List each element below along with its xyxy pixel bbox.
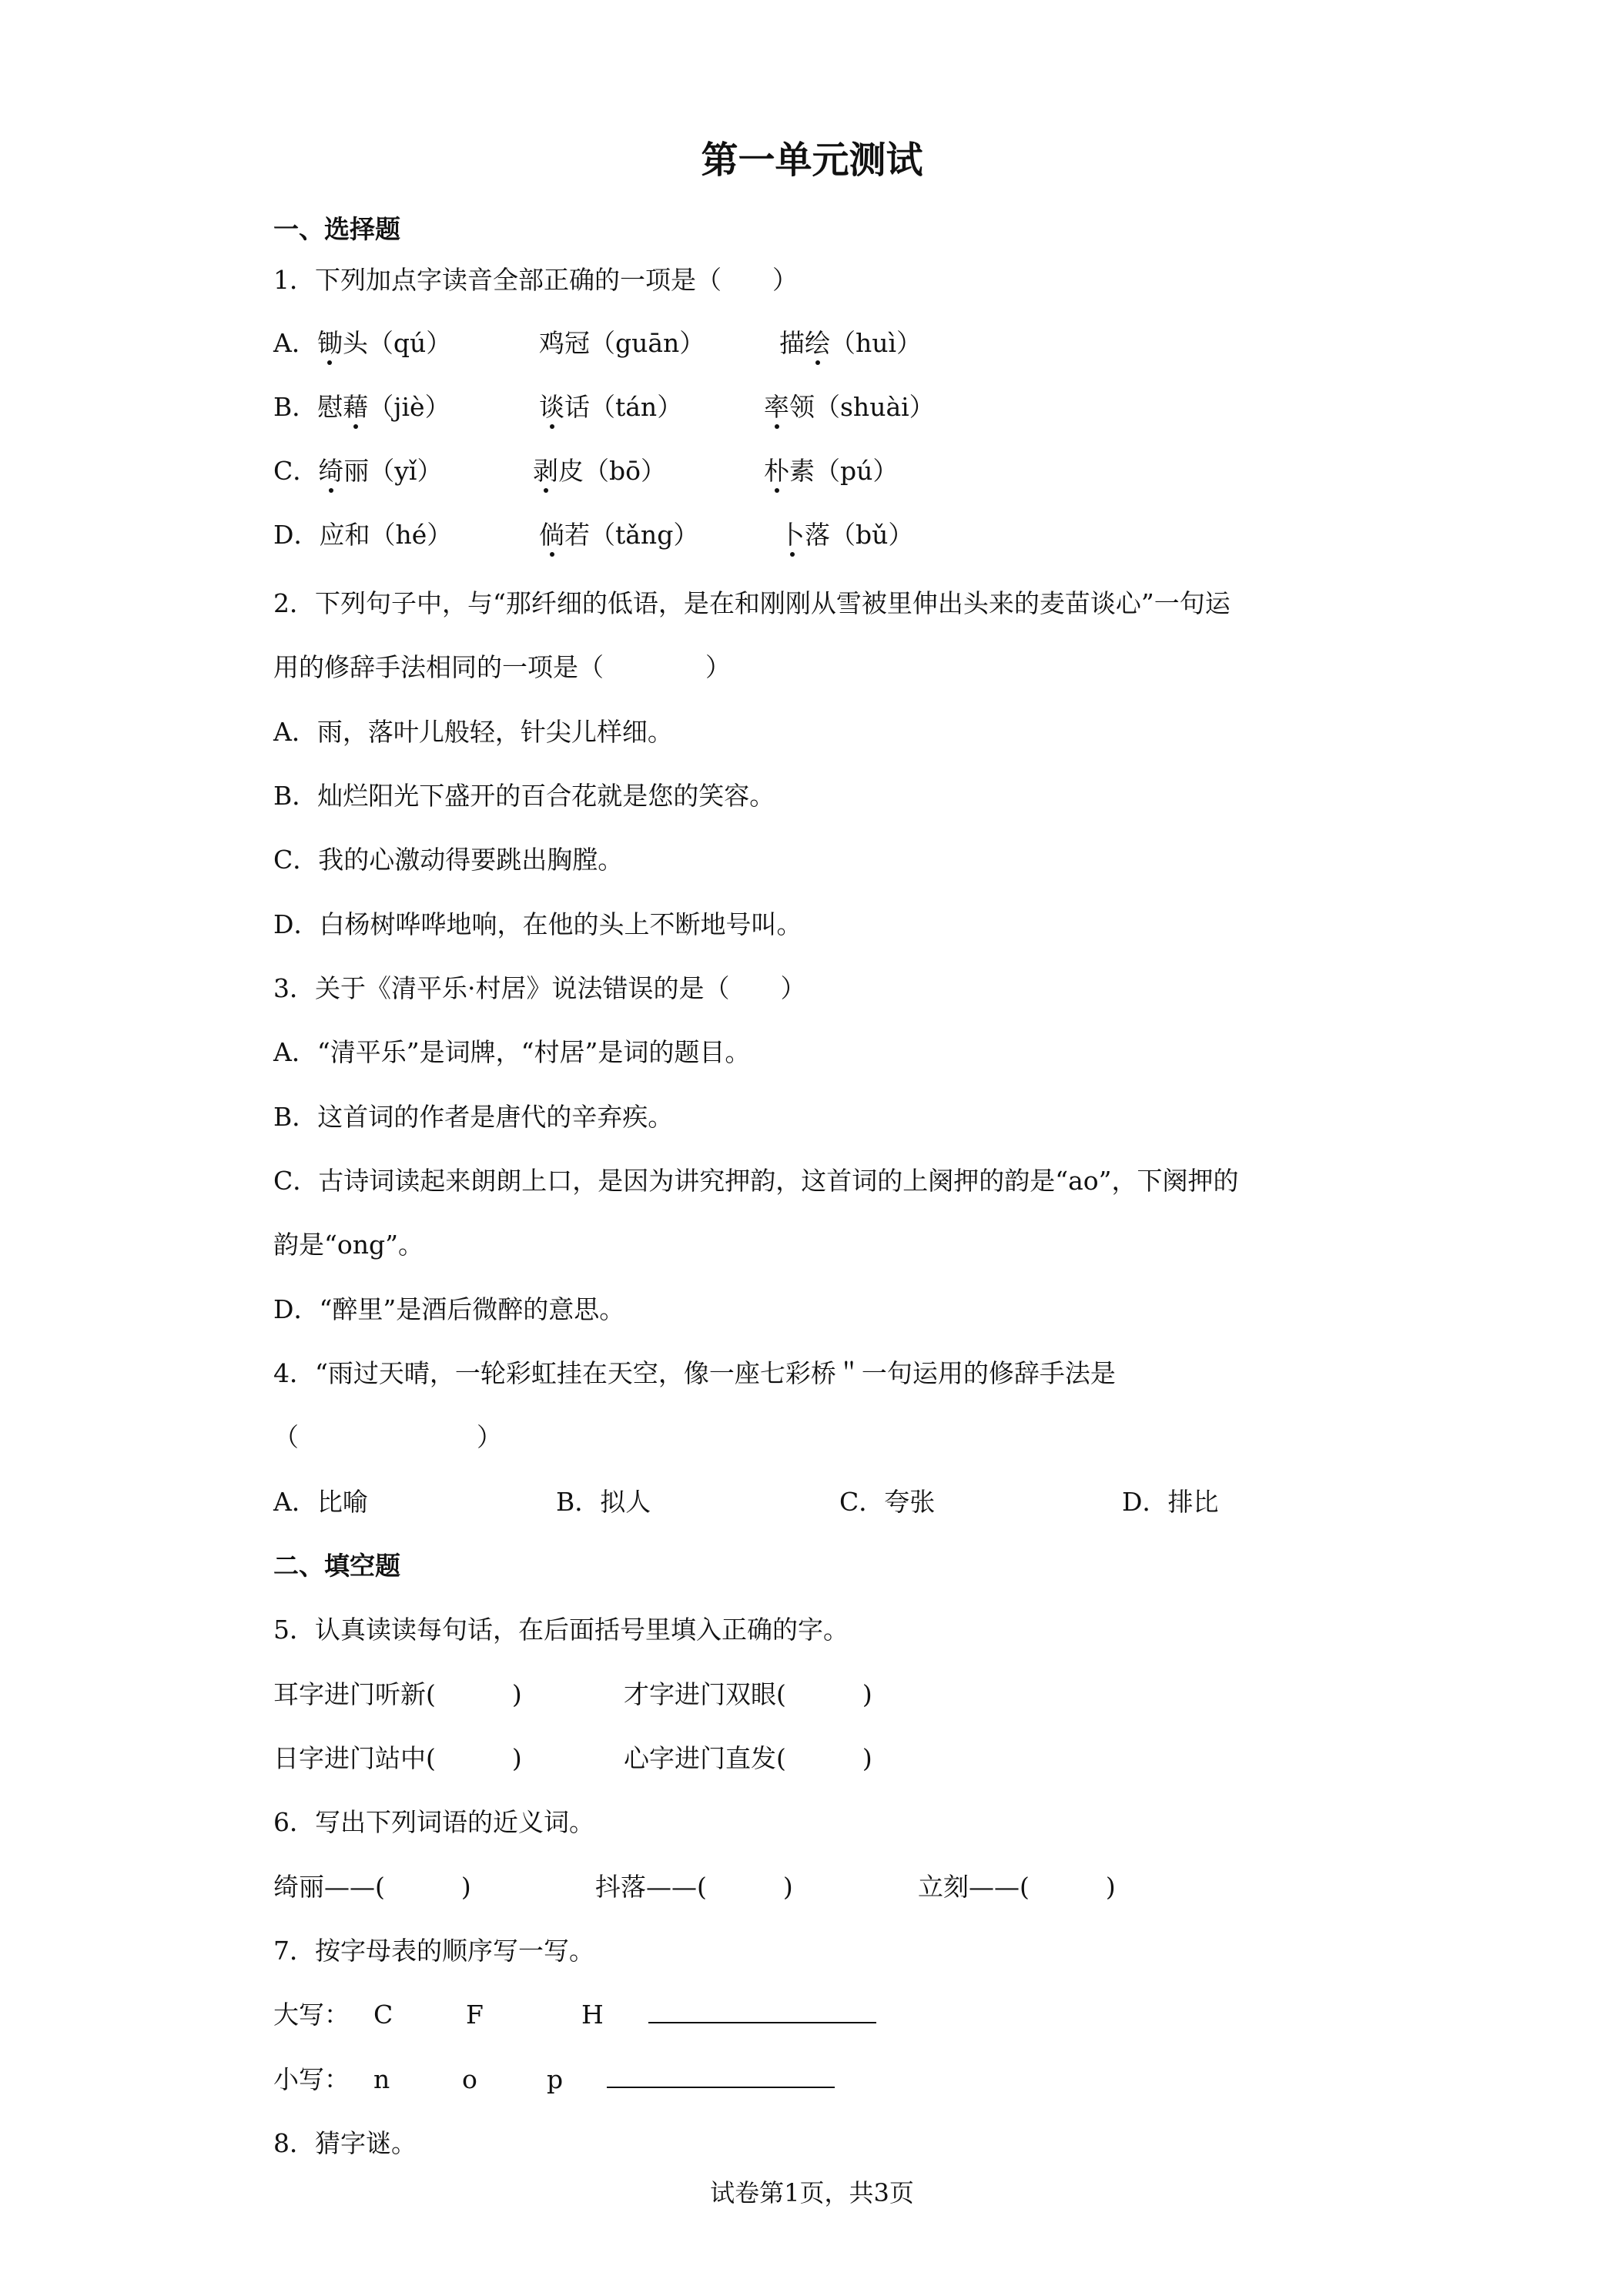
riddle-item: 才字进门双眼( ) — [624, 1679, 872, 1709]
letter: H — [581, 2000, 604, 2030]
question-4-stem: 4．“雨过天晴，一轮彩虹挂在天空，像一座七彩桥＂一句运用的修辞手法是 — [273, 1358, 1116, 1388]
question-3-option-c-line-1: C．古诗词读起来朗朗上口，是因为讲究押韵，这首词的上阕押的韵是“ao”，下阕押的 — [273, 1166, 1239, 1196]
question-7-uppercase-row — [273, 1998, 1428, 2032]
answer-blank[interactable] — [607, 2063, 835, 2097]
question-1-option-a: A．锄头（qú） 鸡冠（guān） 描绘（huì） — [273, 326, 1428, 360]
question-2-stem-line-2: 用的修辞手法相同的一项是（ ） — [273, 652, 731, 682]
emphasis-dot-char: 锄 — [317, 326, 343, 360]
question-6-items — [273, 1870, 1428, 1904]
question-3-option-a: A．“清平乐”是词牌，“村居”是词的题目。 — [273, 1037, 751, 1067]
page-title: 第一单元测试 — [701, 139, 923, 182]
emphasis-dot-char: 朴 — [764, 454, 789, 488]
question-3-option-b: B．这首词的作者是唐代的辛弃疾。 — [273, 1102, 674, 1132]
uppercase-label: 大写： — [273, 2000, 350, 2030]
emphasis-dot-char: 藉 — [343, 390, 368, 424]
question-6-stem: 6．写出下列词语的近义词。 — [273, 1807, 594, 1837]
question-4-option-c: C．夸张 — [839, 1487, 936, 1517]
section-heading-fill: 二、填空题 — [273, 1551, 400, 1581]
question-4-option-a: A．比喻 — [273, 1487, 368, 1517]
synonym-item: 绮丽——( ) — [273, 1872, 471, 1902]
question-1-option-d: D．应和（hé） 倘若（tǎng） 卜落（bǔ） — [273, 518, 1428, 552]
question-2-stem-line-1: 2．下列句子中，与“那纤细的低语，是在和刚刚从雪被里伸出头来的麦苗谈心”一句运 — [273, 588, 1231, 618]
question-2-option-d: D．白杨树哗哗地响，在他的头上不断地号叫。 — [273, 909, 802, 939]
question-4-option-b: B．拟人 — [556, 1487, 651, 1517]
question-1-stem: 1．下列加点字读音全部正确的一项是（ ） — [273, 265, 798, 295]
question-3-option-d: D．“醉里”是酒后微醉的意思。 — [273, 1294, 625, 1324]
question-8-stem: 8．猜字谜。 — [273, 2128, 417, 2158]
letter: C — [373, 2000, 393, 2030]
question-7-stem: 7．按字母表的顺序写一写。 — [273, 1936, 594, 1966]
letter: p — [547, 2064, 564, 2094]
section-heading-choice: 一、选择题 — [273, 214, 400, 244]
question-4-answer-paren: （ ） — [273, 1422, 502, 1452]
page-footer: 试卷第1页，共3页 — [710, 2178, 914, 2207]
letter: n — [373, 2064, 390, 2094]
question-2-option-a: A．雨，落叶儿般轻，针尖儿样细。 — [273, 717, 673, 747]
question-1-option-b: B．慰藉（jiè） 谈话（tán） 率领（shuài） — [273, 390, 1428, 424]
letter: o — [462, 2064, 477, 2094]
question-1-option-c: C．绮丽（yǐ） 剥皮（bō） 朴素（pú） — [273, 454, 1428, 488]
lowercase-label: 小写： — [273, 2064, 350, 2094]
emphasis-dot-char: 剥 — [533, 454, 558, 488]
emphasis-dot-char: 倘 — [539, 518, 564, 552]
question-2-option-c: C．我的心激动得要跳出胸膛。 — [273, 845, 624, 875]
question-3-option-c-line-2: 韵是“ong”。 — [273, 1230, 424, 1260]
question-5-row-1 — [273, 1678, 1428, 1712]
emphasis-dot-char: 卜 — [779, 518, 805, 552]
question-2-option-b: B．灿烂阳光下盛开的百合花就是您的笑容。 — [273, 781, 775, 811]
emphasis-dot-char: 谈 — [539, 390, 564, 424]
question-5-row-2 — [273, 1742, 1428, 1776]
question-5-stem: 5．认真读读每句话，在后面括号里填入正确的字。 — [273, 1615, 849, 1645]
synonym-item: 抖落——( ) — [595, 1872, 793, 1902]
emphasis-dot-char: 绘 — [805, 326, 830, 360]
synonym-item: 立刻——( ) — [918, 1872, 1116, 1902]
emphasis-dot-char: 率 — [764, 390, 789, 424]
answer-blank[interactable] — [648, 1998, 876, 2032]
question-4-option-d: D．排比 — [1122, 1487, 1219, 1517]
riddle-item: 日字进门站中( ) — [273, 1743, 522, 1773]
letter: F — [466, 2000, 484, 2030]
riddle-item: 耳字进门听新( ) — [273, 1679, 522, 1709]
riddle-item: 心字进门直发( ) — [624, 1743, 872, 1773]
question-3-stem: 3．关于《清平乐·村居》说法错误的是（ ） — [273, 973, 806, 1003]
question-7-lowercase-row — [273, 2063, 1428, 2097]
emphasis-dot-char: 绮 — [318, 454, 343, 488]
question-4-options — [273, 1485, 1428, 1519]
